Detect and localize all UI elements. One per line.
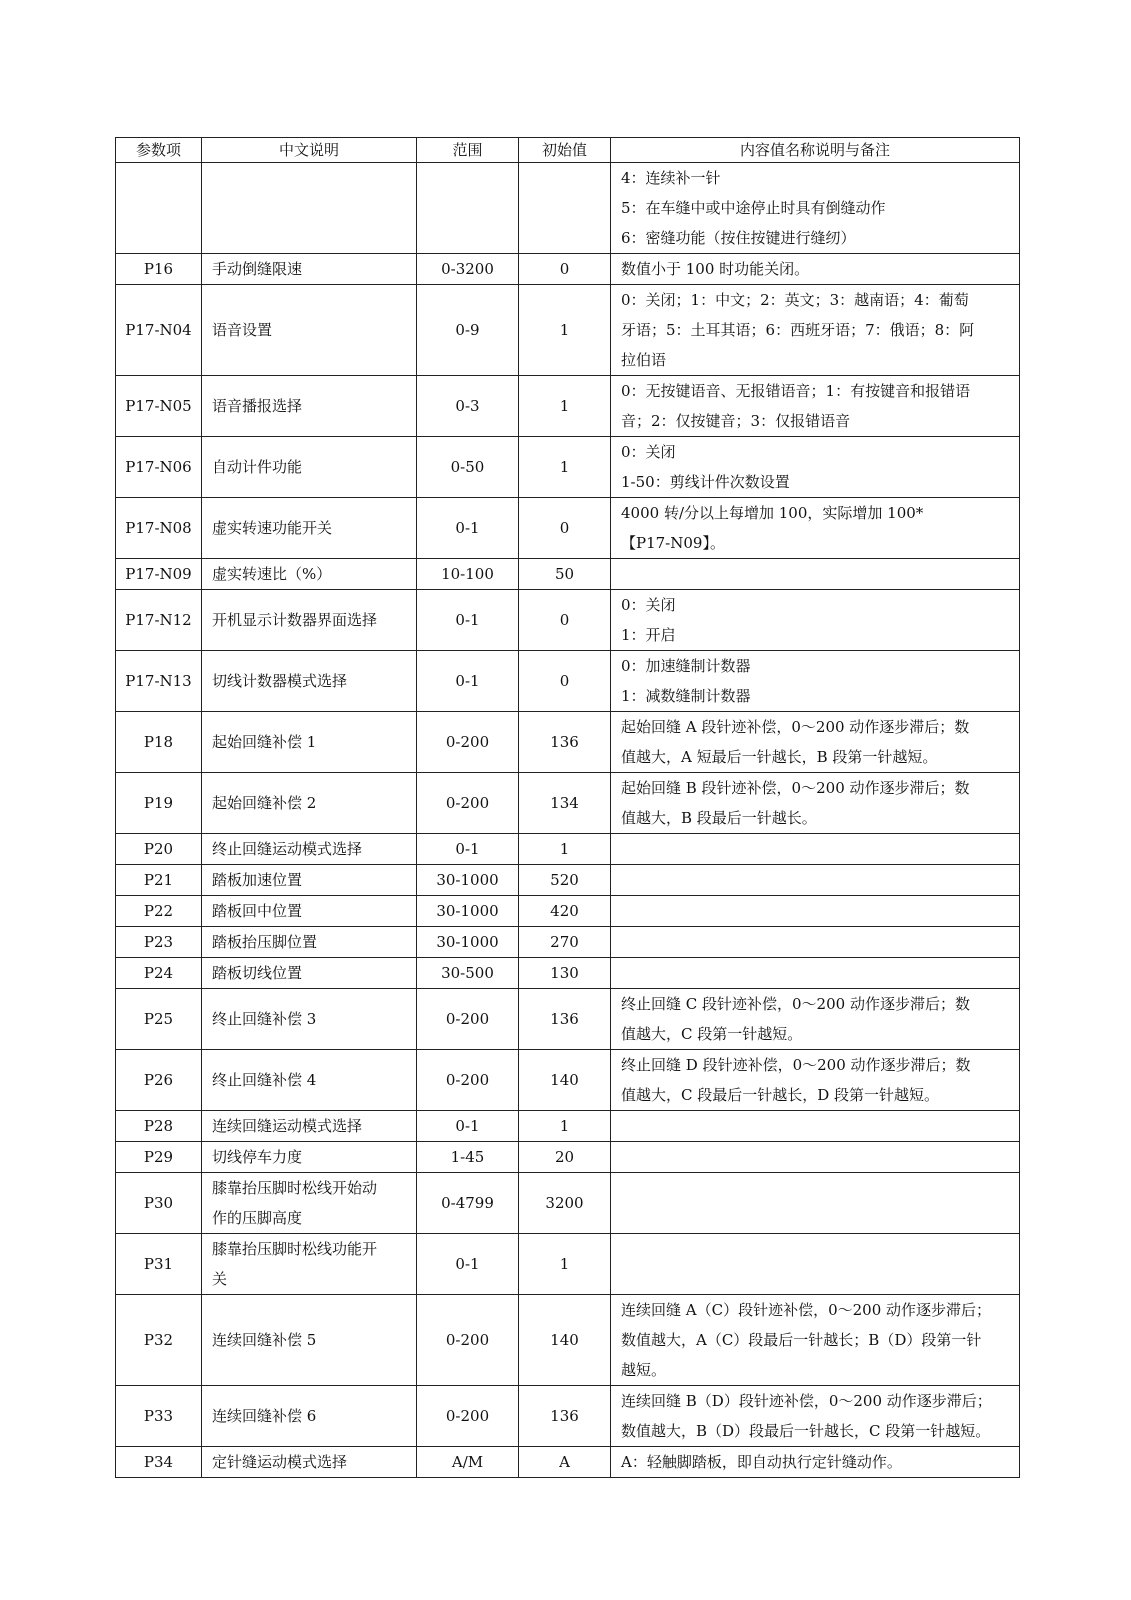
range-cell (417, 163, 519, 254)
initial-value-cell: 420 (519, 896, 611, 927)
table-row (116, 559, 1020, 590)
param-cell: P17-N04 (116, 285, 202, 376)
note-line: 4：连续补一针 (621, 169, 721, 187)
table-row (116, 285, 1020, 376)
range-cell: 0-1 (417, 498, 519, 559)
table-row (116, 1142, 1020, 1173)
notes-cell (611, 590, 1020, 651)
note-line: 1-50：剪线计件次数设置 (621, 473, 790, 491)
table-row (116, 865, 1020, 896)
table-row (116, 651, 1020, 712)
description-cell (202, 590, 417, 651)
description-cell (202, 285, 417, 376)
range-cell: 0-1 (417, 651, 519, 712)
header-initial-value: 初始值 (519, 138, 611, 163)
param-cell: P26 (116, 1050, 202, 1111)
range-cell: 0-3200 (417, 254, 519, 285)
table-row (116, 1173, 1020, 1234)
description-line: 起始回缝补偿 2 (212, 794, 317, 812)
range-cell: 0-200 (417, 989, 519, 1050)
initial-value-cell: 270 (519, 927, 611, 958)
notes-cell (611, 927, 1020, 958)
range-cell: 0-4799 (417, 1173, 519, 1234)
description-cell (202, 927, 417, 958)
range-cell: 0-1 (417, 834, 519, 865)
initial-value-cell: 3200 (519, 1173, 611, 1234)
range-cell: 0-1 (417, 590, 519, 651)
param-cell: P17-N12 (116, 590, 202, 651)
parameter-table (115, 137, 1020, 1478)
initial-value-cell: 1 (519, 285, 611, 376)
param-cell: P16 (116, 254, 202, 285)
table-row (116, 896, 1020, 927)
notes-cell (611, 865, 1020, 896)
param-cell (116, 163, 202, 254)
note-line: 拉伯语 (621, 351, 667, 369)
note-line: 0：关闭 (621, 596, 676, 614)
notes-cell (611, 1386, 1020, 1447)
initial-value-cell: 0 (519, 651, 611, 712)
description-cell (202, 254, 417, 285)
range-cell: 0-200 (417, 773, 519, 834)
note-line: 数值小于 100 时功能关闭。 (621, 260, 810, 278)
description-line: 语音播报选择 (212, 397, 303, 415)
initial-value-cell (519, 163, 611, 254)
description-cell (202, 1173, 417, 1234)
note-line: 1：开启 (621, 626, 676, 644)
param-cell: P18 (116, 712, 202, 773)
range-cell: 0-50 (417, 437, 519, 498)
note-line: 5：在车缝中或中途停止时具有倒缝动作 (621, 199, 886, 217)
description-line: 连续回缝运动模式选择 (212, 1117, 363, 1135)
range-cell: 30-1000 (417, 865, 519, 896)
note-line: 0：无按键语音、无报错语音；1：有按键音和报错语 (621, 382, 971, 400)
description-cell (202, 712, 417, 773)
param-cell: P29 (116, 1142, 202, 1173)
note-line: 起始回缝 A 段针迹补偿，0～200 动作逐步滞后；数 (621, 718, 970, 736)
description-line: 关 (212, 1270, 228, 1288)
param-cell: P23 (116, 927, 202, 958)
description-line: 起始回缝补偿 1 (212, 733, 317, 751)
table-row (116, 989, 1020, 1050)
range-cell: A/M (417, 1447, 519, 1478)
description-cell (202, 834, 417, 865)
range-cell: 0-200 (417, 1295, 519, 1386)
range-cell: 30-500 (417, 958, 519, 989)
description-line: 膝靠抬压脚时松线功能开 (212, 1240, 378, 1258)
description-line: 踏板回中位置 (212, 902, 303, 920)
table-row (116, 1234, 1020, 1295)
table-row (116, 1386, 1020, 1447)
table-row (116, 958, 1020, 989)
initial-value-cell: 50 (519, 559, 611, 590)
param-cell: P17-N06 (116, 437, 202, 498)
param-cell: P17-N05 (116, 376, 202, 437)
description-line: 切线停车力度 (212, 1148, 303, 1166)
note-line: 音；2：仅按键音；3：仅报错语音 (621, 412, 851, 430)
table-row (116, 1050, 1020, 1111)
range-cell: 0-200 (417, 1386, 519, 1447)
description-line: 踏板切线位置 (212, 964, 303, 982)
notes-cell (611, 896, 1020, 927)
range-cell: 30-1000 (417, 896, 519, 927)
notes-cell (611, 958, 1020, 989)
initial-value-cell: 136 (519, 1386, 611, 1447)
range-cell: 10-100 (417, 559, 519, 590)
initial-value-cell: 0 (519, 498, 611, 559)
description-cell (202, 437, 417, 498)
param-cell: P28 (116, 1111, 202, 1142)
note-line: 6：密缝功能（按住按键进行缝纫） (621, 229, 856, 247)
table-row (116, 1447, 1020, 1478)
table-row (116, 712, 1020, 773)
initial-value-cell: 136 (519, 989, 611, 1050)
description-line: 踏板抬压脚位置 (212, 933, 318, 951)
note-line: 牙语；5：土耳其语；6：西班牙语；7：俄语；8：阿 (621, 321, 975, 339)
description-cell (202, 1050, 417, 1111)
initial-value-cell: 140 (519, 1050, 611, 1111)
description-cell (202, 1142, 417, 1173)
description-line: 自动计件功能 (212, 458, 303, 476)
description-line: 终止回缝补偿 4 (212, 1071, 317, 1089)
table-row (116, 1295, 1020, 1386)
notes-cell (611, 1234, 1020, 1295)
description-line: 连续回缝补偿 5 (212, 1331, 317, 1349)
description-line: 开机显示计数器界面选择 (212, 611, 378, 629)
initial-value-cell: 1 (519, 834, 611, 865)
notes-cell (611, 437, 1020, 498)
param-cell: P17-N13 (116, 651, 202, 712)
note-line: 【P17-N09】。 (621, 534, 725, 552)
initial-value-cell: 0 (519, 590, 611, 651)
table-row (116, 590, 1020, 651)
param-cell: P30 (116, 1173, 202, 1234)
notes-cell (611, 1111, 1020, 1142)
range-cell: 30-1000 (417, 927, 519, 958)
note-line: 值越大，A 短最后一针越长，B 段第一针越短。 (621, 748, 938, 766)
description-cell (202, 163, 417, 254)
param-cell: P25 (116, 989, 202, 1050)
notes-cell (611, 1295, 1020, 1386)
description-cell (202, 376, 417, 437)
description-line: 作的压脚高度 (212, 1209, 303, 1227)
note-line: 值越大，C 段第一针越短。 (621, 1025, 803, 1043)
table-row (116, 1111, 1020, 1142)
note-line: 1：减数缝制计数器 (621, 687, 751, 705)
note-line: 数值越大，A（C）段最后一针越长；B（D）段第一针 (621, 1331, 982, 1349)
initial-value-cell: 520 (519, 865, 611, 896)
table-header-row (116, 138, 1020, 163)
description-cell (202, 651, 417, 712)
description-line: 切线计数器模式选择 (212, 672, 348, 690)
param-cell: P22 (116, 896, 202, 927)
description-line: 定针缝运动模式选择 (212, 1453, 348, 1471)
description-line: 终止回缝补偿 3 (212, 1010, 317, 1028)
notes-cell (611, 834, 1020, 865)
header-notes: 内容值名称说明与备注 (611, 138, 1020, 163)
table-row (116, 376, 1020, 437)
description-line: 语音设置 (212, 321, 273, 339)
note-line: 值越大，C 段最后一针越长，D 段第一针越短。 (621, 1086, 940, 1104)
notes-cell (611, 376, 1020, 437)
initial-value-cell: 0 (519, 254, 611, 285)
notes-cell (611, 1050, 1020, 1111)
param-cell: P34 (116, 1447, 202, 1478)
notes-cell (611, 1142, 1020, 1173)
range-cell: 0-9 (417, 285, 519, 376)
range-cell: 0-1 (417, 1234, 519, 1295)
description-cell (202, 498, 417, 559)
range-cell: 1-45 (417, 1142, 519, 1173)
range-cell: 0-3 (417, 376, 519, 437)
note-line: 终止回缝 D 段针迹补偿，0～200 动作逐步滞后；数 (621, 1056, 971, 1074)
initial-value-cell: 1 (519, 1111, 611, 1142)
note-line: A：轻触脚踏板，即自动执行定针缝动作。 (621, 1453, 902, 1471)
description-line: 虚实转速比（%） (212, 565, 332, 583)
param-cell: P17-N09 (116, 559, 202, 590)
description-cell (202, 1447, 417, 1478)
note-line: 0：关闭 (621, 443, 676, 461)
description-cell (202, 1386, 417, 1447)
table-row (116, 163, 1020, 254)
initial-value-cell: 130 (519, 958, 611, 989)
param-cell: P19 (116, 773, 202, 834)
table-row (116, 437, 1020, 498)
description-cell (202, 559, 417, 590)
range-cell: 0-1 (417, 1111, 519, 1142)
initial-value-cell: 140 (519, 1295, 611, 1386)
description-line: 虚实转速功能开关 (212, 519, 333, 537)
description-cell (202, 1234, 417, 1295)
notes-cell (611, 163, 1020, 254)
notes-cell (611, 285, 1020, 376)
initial-value-cell: 20 (519, 1142, 611, 1173)
table-row (116, 927, 1020, 958)
note-line: 4000 转/分以上每增加 100，实际增加 100* (621, 504, 924, 522)
notes-cell (611, 559, 1020, 590)
notes-cell (611, 651, 1020, 712)
note-line: 0：加速缝制计数器 (621, 657, 751, 675)
notes-cell (611, 773, 1020, 834)
initial-value-cell: 1 (519, 376, 611, 437)
note-line: 连续回缝 B（D）段针迹补偿，0～200 动作逐步滞后； (621, 1392, 992, 1410)
param-cell: P21 (116, 865, 202, 896)
description-line: 手动倒缝限速 (212, 260, 303, 278)
initial-value-cell: 1 (519, 1234, 611, 1295)
range-cell: 0-200 (417, 1050, 519, 1111)
header-range: 范围 (417, 138, 519, 163)
description-line: 踏板加速位置 (212, 871, 303, 889)
table-row (116, 254, 1020, 285)
description-line: 终止回缝运动模式选择 (212, 840, 363, 858)
note-line: 连续回缝 A（C）段针迹补偿，0～200 动作逐步滞后； (621, 1301, 992, 1319)
table-row (116, 773, 1020, 834)
param-cell: P31 (116, 1234, 202, 1295)
note-line: 越短。 (621, 1361, 667, 1379)
notes-cell (611, 989, 1020, 1050)
initial-value-cell: A (519, 1447, 611, 1478)
description-cell (202, 989, 417, 1050)
param-cell: P20 (116, 834, 202, 865)
header-description: 中文说明 (202, 138, 417, 163)
notes-cell (611, 712, 1020, 773)
param-cell: P17-N08 (116, 498, 202, 559)
header-param: 参数项 (116, 138, 202, 163)
note-line: 值越大，B 段最后一针越长。 (621, 809, 817, 827)
note-line: 0：关闭；1：中文；2：英文；3：越南语；4：葡萄 (621, 291, 969, 309)
description-line: 膝靠抬压脚时松线开始动 (212, 1179, 378, 1197)
param-cell: P33 (116, 1386, 202, 1447)
table-body (116, 163, 1020, 1478)
description-cell (202, 1111, 417, 1142)
notes-cell (611, 1447, 1020, 1478)
description-cell (202, 773, 417, 834)
description-cell (202, 958, 417, 989)
description-cell (202, 865, 417, 896)
initial-value-cell: 134 (519, 773, 611, 834)
param-cell: P32 (116, 1295, 202, 1386)
note-line: 起始回缝 B 段针迹补偿，0～200 动作逐步滞后；数 (621, 779, 970, 797)
table-row (116, 498, 1020, 559)
initial-value-cell: 1 (519, 437, 611, 498)
description-cell (202, 896, 417, 927)
notes-cell (611, 254, 1020, 285)
note-line: 终止回缝 C 段针迹补偿，0～200 动作逐步滞后；数 (621, 995, 970, 1013)
param-cell: P24 (116, 958, 202, 989)
initial-value-cell: 136 (519, 712, 611, 773)
description-line: 连续回缝补偿 6 (212, 1407, 317, 1425)
table-row (116, 834, 1020, 865)
range-cell: 0-200 (417, 712, 519, 773)
note-line: 数值越大，B（D）段最后一针越长，C 段第一针越短。 (621, 1422, 991, 1440)
notes-cell (611, 498, 1020, 559)
description-cell (202, 1295, 417, 1386)
notes-cell (611, 1173, 1020, 1234)
